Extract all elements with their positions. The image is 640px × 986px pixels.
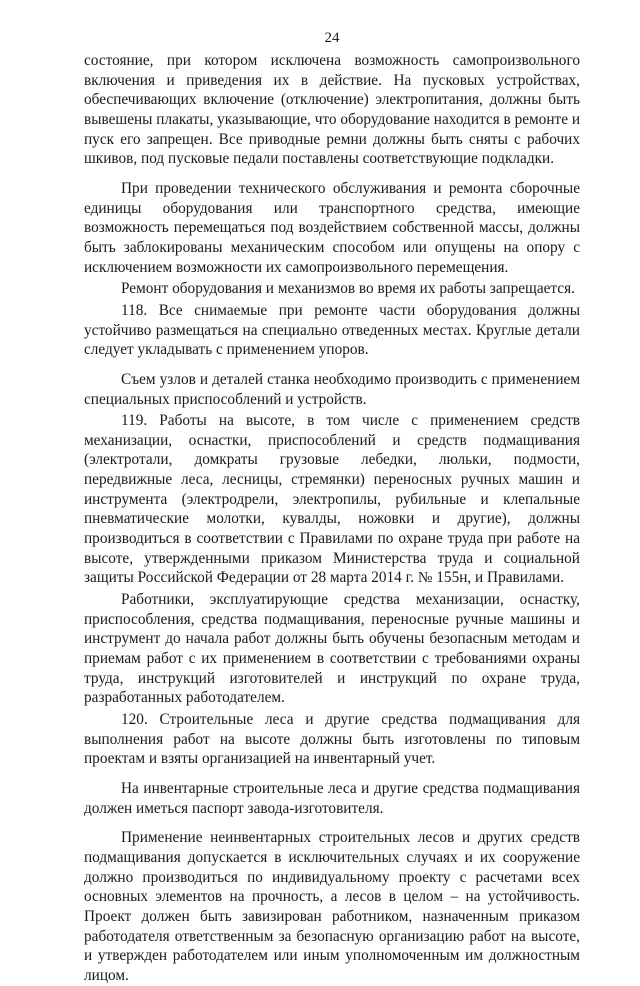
paragraph-inventory-passport: На инвентарные строительные леса и другие средства подмащивания должен иметься паспорт завода-изготовителя. xyxy=(84,779,580,817)
page-number: 24 xyxy=(324,30,340,46)
paragraph-repair-prohibition: Ремонт оборудования и механизмов во время их работы запрещается. xyxy=(121,280,575,298)
paragraph-node-removal: Съем узлов и деталей станка необходимо производить с применением специальных приспособлений и устройств. xyxy=(84,370,580,408)
paragraph-maintenance-blocking: При проведении технического обслуживания и ремонта сборочные единицы оборудования или транспортного средства, имеющие возможность перемещаться под воздействием собственной массы, должны быть заблокированы механическим способом или опущены на опору с исключением возможности их самопроизвольного перемещения. xyxy=(84,179,580,276)
paragraph-clause-118: 118. Все снимаемые при ремонте части оборудования должны устойчиво размещаться на специально отведенных местах. Круглые детали следует укладывать с применением упоров. xyxy=(84,301,580,359)
paragraph-non-inventory-scaffolding: Применение неинвентарных строительных лесов и других средств подмащивания допускается в исключительных случаях и их сооружение должно производиться по индивидуальному проекту с расчетами всех основных элементов на прочность, а лесов в целом – на устойчивость. Проект должен быть завизирован работником, назначенным приказом работодателя ответственным за безопасную организацию работ на высоте, и утвержден работодателем или иным уполномоченным им должностным лицом. xyxy=(84,829,580,984)
paragraph-worker-training: Работники, эксплуатирующие средства механизации, оснастку, приспособления, средства подмащивания, переносные ручные машины и инструмент до начала работ должны быть обучены безопасным методам и приемам работ с их применением в соответствии с требованиями охраны труда, инструкций изготовителей и инструкций по охране труда, разработанных работодателем. xyxy=(84,591,580,707)
paragraph-clause-119: 119. Работы на высоте, в том числе с применением средств механизации, оснастки, приспособлений и средств подмащивания (электротали, домкраты грузовые лебедки, люльки, подмости, передвижные леса, лесницы, стремянки) переносных ручных машин и инструмента (электродрели, электропилы, рубильные и клепальные пневматические молотки, кувалды, ножовки и другие), должны производиться в соответствии с Правилами по охране труда при работе на высоте, утвержденными приказом Министерства труда и социальной защиты Российской Федерации от 28 марта 2014 г. № 155н, и Правилами. xyxy=(84,412,580,587)
paragraph-continuation: состояние, при котором исключена возможность самопроизвольного включения и приведения их в действие. На пусковых устройствах, обеспечивающих включение (отключение) электропитания, должны быть вывешены плакаты, указывающие, что оборудование находится в ремонте и пуск его запрещен. Все приводные ремни должны быть сняты с рабочих шкивов, под пусковые педали поставлены соответствующие подкладки. xyxy=(84,52,581,168)
paragraph-clause-120: 120. Строительные леса и другие средства подмащивания для выполнения работ на высоте должны быть изготовлены по типовым проектам и взяты организацией на инвентарный учет. xyxy=(84,711,580,768)
document-body xyxy=(84,51,580,986)
document-page xyxy=(84,0,581,984)
